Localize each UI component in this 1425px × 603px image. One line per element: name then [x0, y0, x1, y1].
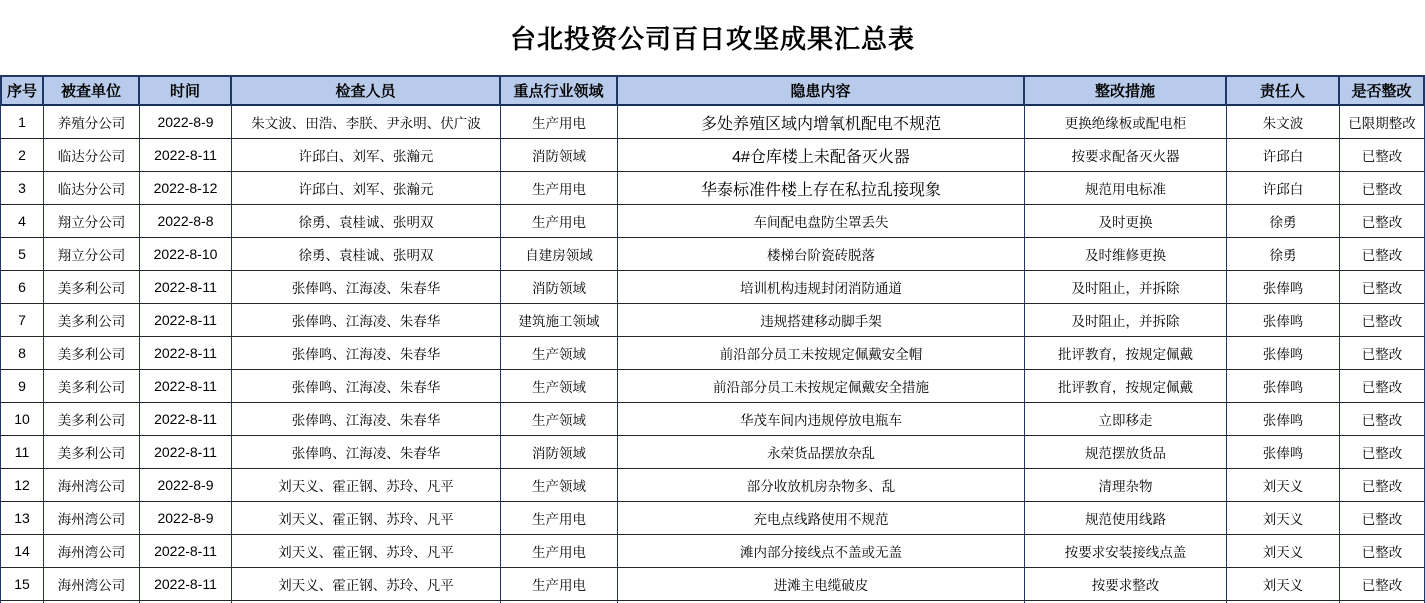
cell-status[interactable]: 已整改 [1340, 535, 1425, 568]
header-cell-inspectors[interactable]: 检查人员 [232, 77, 501, 106]
cell-hazard[interactable]: 前沿部分员工未按规定佩戴安全帽 [618, 337, 1025, 370]
cell-index[interactable]: 12 [0, 469, 44, 502]
cell-owner[interactable]: 张俸鸣 [1227, 403, 1340, 436]
cell-owner[interactable]: 朱文波 [1227, 106, 1340, 139]
cell-unit[interactable]: 美多利公司 [44, 370, 140, 403]
cell-unit[interactable]: 美多利公司 [44, 271, 140, 304]
cell-date[interactable]: 2022-8-9 [140, 106, 232, 139]
cell-unit[interactable]: 美多利公司 [44, 337, 140, 370]
cell-status[interactable]: 已整改 [1340, 172, 1425, 205]
cell-field[interactable]: 生产用电 [501, 535, 618, 568]
header-cell-hazard[interactable]: 隐患内容 [618, 77, 1025, 106]
cell-owner[interactable]: 刘天义 [1227, 535, 1340, 568]
cell-status[interactable]: 已整改 [1340, 205, 1425, 238]
cell-index[interactable]: 10 [0, 403, 44, 436]
cell-status[interactable]: 已整改 [1340, 238, 1425, 271]
cell-status[interactable]: 已限期整改 [1340, 106, 1425, 139]
selected-cell[interactable]: 张俸鸣、江海凌、朱春华 [232, 271, 501, 304]
cell-date[interactable]: 2022-8-11 [140, 535, 232, 568]
table-header-row [0, 75, 1425, 106]
table-row [0, 205, 1425, 238]
table-row [0, 370, 1425, 403]
cell-status[interactable]: 已整改 [1340, 502, 1425, 535]
cell-index[interactable]: 5 [0, 238, 44, 271]
cell-owner[interactable]: 张俸鸣 [1227, 370, 1340, 403]
cell-measure[interactable]: 按要求安装接线点盖 [1025, 535, 1227, 568]
cell-measure[interactable]: 及时维修更换 [1025, 238, 1227, 271]
cell-owner[interactable]: 许邱白 [1227, 172, 1340, 205]
cell-date[interactable]: 2022-8-11 [140, 304, 232, 337]
cell-measure[interactable]: 批评教育，按规定佩戴 [1025, 370, 1227, 403]
cell-date[interactable]: 2022-8-8 [140, 205, 232, 238]
table-row [0, 172, 1425, 205]
cell-inspectors[interactable]: 张俸鸣、江海凌、朱春华 [232, 337, 501, 370]
table-row [0, 106, 1425, 139]
cell-hazard[interactable]: 华茂车间内违规停放电瓶车 [618, 403, 1025, 436]
cell-field[interactable]: 生产用电 [501, 568, 618, 601]
cell-unit[interactable]: 美多利公司 [44, 403, 140, 436]
cell-unit[interactable]: 翔立分公司 [44, 238, 140, 271]
table-body [0, 106, 1425, 601]
cell-measure[interactable]: 规范摆放货品 [1025, 436, 1227, 469]
table-row [0, 238, 1425, 271]
cell-hazard[interactable]: 前沿部分员工未按规定佩戴安全措施 [618, 370, 1025, 403]
cell-inspectors[interactable]: 许邱白、刘军、张瀚元 [232, 139, 501, 172]
cell-owner[interactable]: 刘天义 [1227, 568, 1340, 601]
cell-index[interactable]: 2 [0, 139, 44, 172]
cell-unit[interactable]: 海州湾公司 [44, 568, 140, 601]
cell-hazard[interactable]: 滩内部分接线点不盖或无盖 [618, 535, 1025, 568]
cell-field[interactable]: 生产领域 [501, 469, 618, 502]
table-row [0, 469, 1425, 502]
cell-unit[interactable]: 美多利公司 [44, 436, 140, 469]
cell-index[interactable]: 8 [0, 337, 44, 370]
cell-status[interactable]: 已整改 [1340, 370, 1425, 403]
cell-date[interactable]: 2022-8-12 [140, 172, 232, 205]
cell-inspectors[interactable]: 张俸鸣、江海凌、朱春华 [232, 370, 501, 403]
header-cell-field[interactable]: 重点行业领域 [501, 77, 618, 106]
cell-field[interactable]: 生产领域 [501, 403, 618, 436]
cell-measure[interactable]: 按要求整改 [1025, 568, 1227, 601]
cell-inspectors[interactable]: 张俸鸣、江海凌、朱春华 [232, 304, 501, 337]
cell-date[interactable]: 2022-8-11 [140, 403, 232, 436]
header-cell-measure[interactable]: 整改措施 [1025, 77, 1227, 106]
cell-inspectors[interactable]: 刘天义、霍正钢、苏玲、凡平 [232, 535, 501, 568]
cell-status[interactable]: 已整改 [1340, 469, 1425, 502]
cell-status[interactable]: 已整改 [1340, 568, 1425, 601]
cell-owner[interactable]: 张俸鸣 [1227, 271, 1340, 304]
cell-owner[interactable]: 张俸鸣 [1227, 304, 1340, 337]
cell-date[interactable]: 2022-8-9 [140, 469, 232, 502]
cell-date[interactable]: 2022-8-9 [140, 502, 232, 535]
cell-field[interactable]: 生产领域 [501, 370, 618, 403]
cell-field[interactable]: 生产领域 [501, 337, 618, 370]
cell-date[interactable]: 2022-8-10 [140, 238, 232, 271]
cell-unit[interactable]: 海州湾公司 [44, 469, 140, 502]
cell-hazard[interactable]: 永荣货品摆放杂乱 [618, 436, 1025, 469]
cell-date[interactable]: 2022-8-11 [140, 568, 232, 601]
table-row [0, 337, 1425, 370]
table-row [0, 271, 1425, 304]
cell-unit[interactable]: 临达分公司 [44, 172, 140, 205]
summary-table [0, 75, 1425, 603]
cell-field[interactable]: 生产用电 [501, 172, 618, 205]
cell-measure[interactable]: 清理杂物 [1025, 469, 1227, 502]
cell-field[interactable]: 生产用电 [501, 205, 618, 238]
cell-owner[interactable]: 许邱白 [1227, 139, 1340, 172]
cell-unit[interactable]: 海州湾公司 [44, 502, 140, 535]
cell-date[interactable]: 2022-8-11 [140, 139, 232, 172]
cell-hazard[interactable]: 充电点线路使用不规范 [618, 502, 1025, 535]
cell-index[interactable]: 13 [0, 502, 44, 535]
cell-inspectors[interactable]: 张俸鸣、江海凌、朱春华 [232, 403, 501, 436]
header-cell-index[interactable]: 序号 [0, 77, 44, 106]
table-row [0, 436, 1425, 469]
header-cell-owner[interactable]: 责任人 [1227, 77, 1340, 106]
cell-status[interactable]: 已整改 [1340, 337, 1425, 370]
cell-index[interactable]: 11 [0, 436, 44, 469]
cell-field[interactable]: 生产用电 [501, 502, 618, 535]
page-title: 台北投资公司百日攻坚成果汇总表 [509, 24, 915, 54]
cell-inspectors[interactable]: 徐勇、袁桂诚、张明双 [232, 238, 501, 271]
cell-index[interactable]: 4 [0, 205, 44, 238]
cell-inspectors[interactable]: 许邱白、刘军、张瀚元 [232, 172, 501, 205]
cell-measure[interactable]: 规范用电标准 [1025, 172, 1227, 205]
cell-hazard[interactable]: 多处养殖区域内增氧机配电不规范 [618, 106, 1025, 139]
cell-inspectors[interactable]: 刘天义、霍正钢、苏玲、凡平 [232, 568, 501, 601]
cell-index[interactable]: 7 [0, 304, 44, 337]
cell-hazard[interactable]: 车间配电盘防尘罩丢失 [618, 205, 1025, 238]
cell-hazard[interactable]: 培训机构违规封闭消防通道 [618, 271, 1025, 304]
cell-measure[interactable]: 及时阻止，并拆除 [1025, 271, 1227, 304]
cell-index[interactable]: 14 [0, 535, 44, 568]
cell-field[interactable]: 消防领域 [501, 139, 618, 172]
cell-hazard[interactable]: 部分收放机房杂物多、乱 [618, 469, 1025, 502]
cell-inspectors[interactable]: 徐勇、袁桂诚、张明双 [232, 205, 501, 238]
cell-date[interactable]: 2022-8-11 [140, 370, 232, 403]
cell-status[interactable]: 已整改 [1340, 271, 1425, 304]
cell-measure[interactable]: 按要求配备灭火器 [1025, 139, 1227, 172]
header-cell-status[interactable]: 是否整改 [1340, 77, 1425, 106]
cell-field[interactable]: 消防领域 [501, 271, 618, 304]
cell-index[interactable]: 6 [0, 271, 44, 304]
cell-index[interactable]: 15 [0, 568, 44, 601]
cell-status[interactable]: 已整改 [1340, 139, 1425, 172]
cell-unit[interactable]: 海州湾公司 [44, 535, 140, 568]
cell-index[interactable]: 3 [0, 172, 44, 205]
cell-unit[interactable]: 翔立分公司 [44, 205, 140, 238]
cell-inspectors[interactable]: 朱文波、田浩、李朕、尹永明、伏广波 [232, 106, 501, 139]
cell-status[interactable]: 已整改 [1340, 403, 1425, 436]
cell-index[interactable]: 9 [0, 370, 44, 403]
title-area [0, 0, 1425, 75]
cell-owner[interactable]: 刘天义 [1227, 502, 1340, 535]
cell-hazard[interactable]: 4#仓库楼上未配备灭火器 [618, 139, 1025, 172]
cell-date[interactable]: 2022-8-11 [140, 436, 232, 469]
cell-inspectors[interactable]: 张俸鸣、江海凌、朱春华 [232, 436, 501, 469]
table-row [0, 304, 1425, 337]
cell-measure[interactable]: 立即移走 [1025, 403, 1227, 436]
cell-measure[interactable]: 规范使用线路 [1025, 502, 1227, 535]
cell-measure[interactable]: 及时阻止，并拆除 [1025, 304, 1227, 337]
cell-measure[interactable]: 更换绝缘板或配电柜 [1025, 106, 1227, 139]
cell-owner[interactable]: 张俸鸣 [1227, 337, 1340, 370]
header-cell-unit[interactable]: 被查单位 [44, 77, 140, 106]
table-row [0, 403, 1425, 436]
cell-unit[interactable]: 美多利公司 [44, 304, 140, 337]
cell-unit[interactable]: 临达分公司 [44, 139, 140, 172]
cell-status[interactable]: 已整改 [1340, 436, 1425, 469]
cell-date[interactable]: 2022-8-11 [140, 337, 232, 370]
cell-field[interactable]: 建筑施工领域 [501, 304, 618, 337]
table-row [0, 139, 1425, 172]
cell-owner[interactable]: 徐勇 [1227, 238, 1340, 271]
cell-owner[interactable]: 张俸鸣 [1227, 436, 1340, 469]
cell-date[interactable]: 2022-8-11 [140, 271, 232, 304]
cell-hazard[interactable]: 华泰标准件楼上存在私拉乱接现象 [618, 172, 1025, 205]
cell-index[interactable]: 1 [0, 106, 44, 139]
cell-measure[interactable]: 及时更换 [1025, 205, 1227, 238]
cell-hazard[interactable]: 楼梯台阶瓷砖脱落 [618, 238, 1025, 271]
cell-field[interactable]: 自建房领域 [501, 238, 618, 271]
cell-inspectors[interactable]: 刘天义、霍正钢、苏玲、凡平 [232, 469, 501, 502]
cell-field[interactable]: 消防领域 [501, 436, 618, 469]
cell-status[interactable]: 已整改 [1340, 304, 1425, 337]
cell-hazard[interactable]: 进滩主电缆破皮 [618, 568, 1025, 601]
cell-owner[interactable]: 刘天义 [1227, 469, 1340, 502]
table-row [0, 535, 1425, 568]
cell-inspectors[interactable]: 刘天义、霍正钢、苏玲、凡平 [232, 502, 501, 535]
cell-field[interactable]: 生产用电 [501, 106, 618, 139]
table-row [0, 502, 1425, 535]
header-cell-date[interactable]: 时间 [140, 77, 232, 106]
cell-owner[interactable]: 徐勇 [1227, 205, 1340, 238]
cell-unit[interactable]: 养殖分公司 [44, 106, 140, 139]
cell-measure[interactable]: 批评教育，按规定佩戴 [1025, 337, 1227, 370]
cell-hazard[interactable]: 违规搭建移动脚手架 [618, 304, 1025, 337]
table-row [0, 568, 1425, 601]
